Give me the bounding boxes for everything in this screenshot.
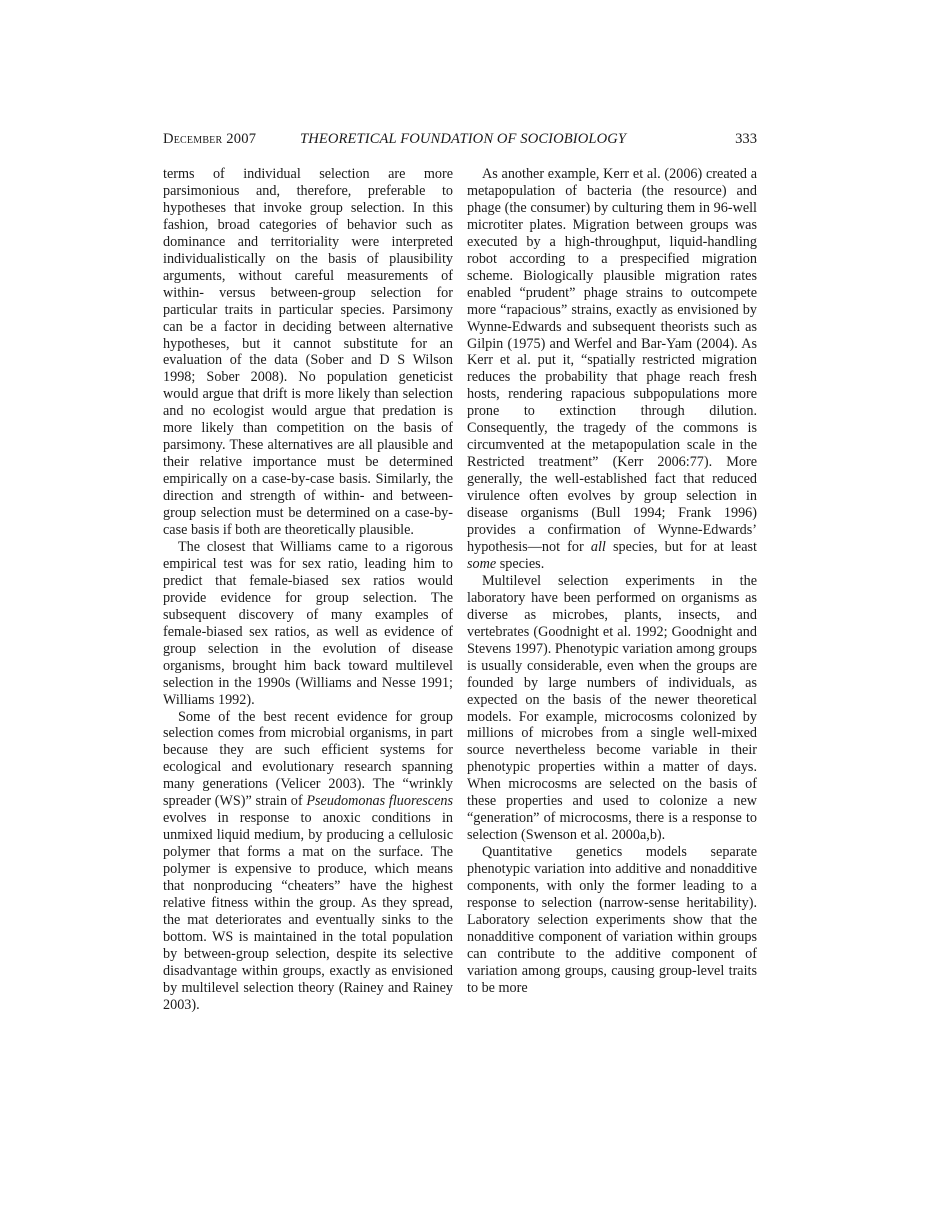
text-segment: species. — [496, 555, 545, 572]
paragraph-sex-ratio: The closest that Williams came to a rigorous empirical test was for sex ratio, leading him to predict that female-biased sex ratios would provide evidence for group selection. The subsequent discovery of many examples of female-biased sex ratios, as well as evidence of group selection in the evolution of disease organisms, brought him back toward multilevel selection in the 1990s (Williams and Nesse 1991; Williams 1992). — [163, 538, 453, 708]
emphasis-some: some — [467, 555, 497, 572]
paragraph-multilevel-experiments: Multilevel selection experiments in the laboratory have been performed on organisms as diverse as microbes, plants, insects, and vertebrates (Goodnight et al. 1992; Goodnight and Stevens 1997). Phenotypic variation among groups is usually considerable, even when the groups are founded by large numbers of individuals, as expected on the basis of the newer theoretical models. For example, microcosms colonized by millions of microbes from a single well-mixed source nevertheless become variable in their phenotypic properties within a matter of days. When microcosms are selected on the basis of these properties and used to colonize a new “generation” of microcosms, there is a response to selection (Swenson et al. 2000a,b). — [467, 572, 758, 844]
species-name: Pseudomonas fluorescens — [306, 793, 453, 810]
running-head — [163, 129, 757, 151]
paragraph-parsimony: terms of individual selection are more parsimonious and, therefore, preferable to hypotheses that invoke group selection. In this fashion, broad categories of behavior such as dominance and territoriality were interpreted individualistically on the basis of plausibility arguments, without careful measurements of within- versus between-group selection for particular traits in particular species. Parsimony can be a factor in deciding between alternative hypotheses, but it cannot substitute for an evaluation of the data (Sober and D S Wilson 1998; Sober 2008). No population geneticist would argue that drift is more likely than selection and no ecologist would argue that predation is more likely than competition on the basis of parsimony. These alternatives are all plausible and their relative importance must be determined empirically on a case-by-case basis. Similarly, the direction and strength of within- and between-group selection must be determined on a case-by-case basis if both are theoretically plausible. — [163, 166, 453, 539]
text-segment: As another example, Kerr et al. (2006) created a metapopulation of bacteria (the resource) and phage (the consumer) by culturing them in 96-well microtiter plates. Migration between groups was executed by a high-throughput, liquid-handling robot according to a prespecified migration scheme. Biologically plausible migration rates enabled “prudent” phage strains to outcompete more “rapacious” strains, exactly as envisioned by Wynne-Edwards and subsequent theorists such as Gilpin (1975) and Werfel and Bar-Yam (2004). As Kerr et al. put it, “spatially restricted migration reduces the probability that phage reach fresh hosts, rendering rapacious subpopulations more prone to extinction through dilution. Consequently, the tragedy of the commons is circumvented at the metapopulation scale in the Restricted treatment” (Kerr 2006:77). More generally, the well-established fact that reduced virulence often evolves by group selection in disease organisms (Bull 1994; Frank 1996) provides a confirmation of Wynne-Edwards’ hypothesis—not for — [467, 166, 757, 555]
left-column — [163, 166, 453, 1014]
paragraph-kerr-example — [467, 166, 757, 573]
right-column — [467, 166, 757, 997]
text-segment: evolves in response to anoxic conditions in unmixed liquid medium, by producing a cellulosic polymer that forms a mat on the surface. The polymer is expensive to produce, which means that nonproducing “cheaters” have the highest relative fitness within the group. As they spread, the mat deteriorates and eventually sinks to the bottom. WS is maintained in the total population by between-group selection, despite its selective disadvantage within groups, exactly as envisioned by multilevel selection theory (Rainey and Rainey 2003). — [163, 810, 453, 1013]
text-segment: Some of the best recent evidence for group selection comes from microbial organisms, in part because they are such efficient systems for ecological and evolutionary research spanning many generations (Velicer 2003). The “wrinkly spreader (WS)” strain of — [163, 708, 453, 810]
paragraph-quantitative-genetics: Quantitative genetics models separate phenotypic variation into additive and nonadditive components, with only the former leading to a response to selection (narrow-sense heritability). Laboratory selection experiments show that the nonadditive component of variation within groups can contribute to the additive component of variation among groups, causing group-level traits to be more — [467, 844, 757, 996]
page-number: 333 — [735, 131, 757, 147]
running-head-date: December 2007 — [163, 131, 257, 147]
running-head-title: THEORETICAL FOUNDATION OF SOCIOBIOLOGY — [300, 131, 627, 147]
paragraph-microbial-evidence — [163, 709, 453, 1014]
emphasis-all: all — [590, 538, 606, 555]
text-segment: species, but for at least — [605, 538, 757, 555]
